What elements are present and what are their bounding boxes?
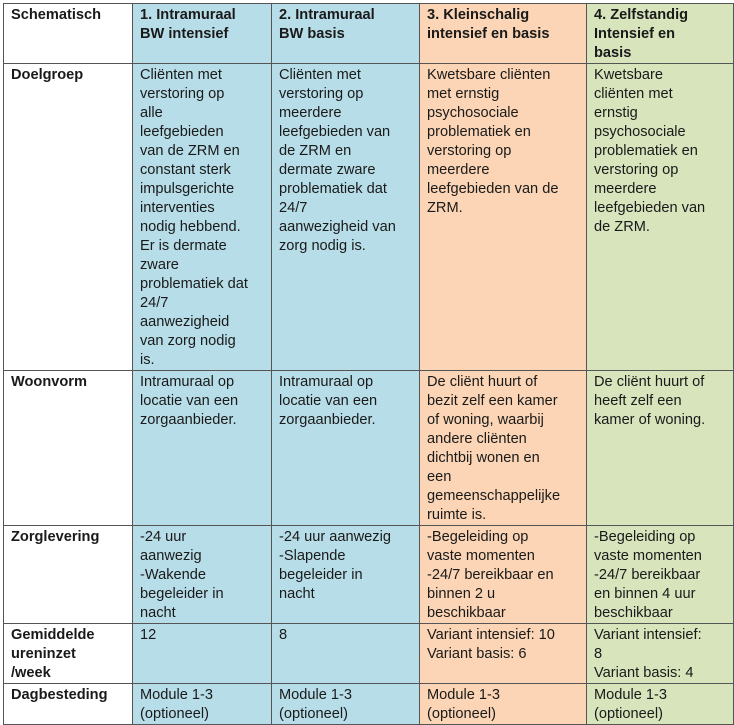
cell-line: 8 [279,627,288,643]
row-label-dagbesteding: Dagbesteding [4,684,133,725]
cell-line: is. [140,352,155,368]
header-col3 [420,4,587,64]
cell-line: ernstig [594,105,638,121]
cell-line: Variant basis: 6 [427,646,527,662]
cell-line: problematiek dat [140,276,248,292]
cell-line: Gemiddelde [11,627,95,643]
cell-doelgroep-col1 [133,64,272,371]
cell-line: (optioneel) [427,706,496,722]
cell-line: Er is dermate [140,238,227,254]
cell-line: -24 uur [140,529,187,545]
cell-line: verstoring op [427,143,512,159]
cell-line: ureninzet [11,646,76,662]
cell-line: of woning, waarbij [427,412,544,428]
cell-line: 12 [140,627,157,643]
row-label-zorglevering: Zorglevering [4,526,133,624]
cell-line: Kwetsbare [594,67,663,83]
cell-line: BW intensief [140,26,229,42]
cell-woonvorm-col4 [587,371,734,526]
cell-line: binnen 2 u [427,586,496,602]
cell-line: 1. Intramuraal [140,7,236,23]
cell-line: en binnen 4 uur [594,586,696,602]
cell-line: gemeenschappelijke [427,488,561,504]
cell-line: de ZRM. [594,219,650,235]
cell-line: Variant intensief: [594,627,702,643]
cell-zorglevering-col4 [587,526,734,624]
cell-line: de ZRM en [279,143,352,159]
cell-line: zorgaanbieder. [140,412,237,428]
cell-zorglevering-col2 [272,526,420,624]
row-label-woonvorm: Woonvorm [4,371,133,526]
cell-line: verstoring op [140,86,225,102]
cell-line: Module 1-3 [427,687,501,703]
cell-line: BW basis [279,26,345,42]
cell-line: basis [594,45,632,61]
header-col1 [133,4,272,64]
cell-line: meerdere [279,105,342,121]
cell-line: begeleider in [279,567,363,583]
header-col4 [587,4,734,64]
cell-line: beschikbaar [427,605,506,621]
cell-zorglevering-col3 [420,526,587,624]
cell-dagbesteding-col1 [133,684,272,725]
row-woonvorm [4,371,734,526]
cell-line: Kwetsbare cliënten [427,67,551,83]
cell-line: -24/7 bereikbaar en [427,567,554,583]
cell-line: met ernstig [427,86,500,102]
cell-line: /week [11,665,51,681]
cell-line: aanwezigheid van [279,219,396,235]
cell-line: Module 1-3 [279,687,353,703]
cell-line: (optioneel) [594,706,663,722]
cell-line: Cliënten met [140,67,222,83]
cell-line: dermate zware [279,162,376,178]
header-corner: Schematisch [4,4,133,64]
cell-line: -Begeleiding op [427,529,529,545]
cell-line: leefgebieden van [594,200,706,216]
cell-zorglevering-col1 [133,526,272,624]
cell-line: Module 1-3 [140,687,214,703]
cell-line: van de ZRM en [140,143,240,159]
cell-line: psychosociale [427,105,519,121]
header-col2 [272,4,420,64]
cell-line: Intensief en [594,26,676,42]
cell-line: constant sterk [140,162,231,178]
cell-line: -24/7 bereikbaar [594,567,701,583]
cell-line: Intramuraal op [279,374,374,390]
row-doelgroep [4,64,734,371]
cell-line: (optioneel) [140,706,209,722]
cell-line: kamer of woning. [594,412,706,428]
cell-line: meerdere [594,181,657,197]
cell-line: De cliënt huurt of [594,374,705,390]
cell-line: begeleider in [140,586,224,602]
cell-line: 4. Zelfstandig [594,7,689,23]
cell-line: -Wakende [140,567,206,583]
cell-line: problematiek en [594,143,698,159]
cell-line: alle [140,105,163,121]
row-label-doelgroep: Doelgroep [4,64,133,371]
cell-line: aanwezigheid [140,314,230,330]
cell-line: andere cliënten [427,431,527,447]
cell-line: een [427,469,452,485]
cell-line: nodig hebbend. [140,219,241,235]
cell-woonvorm-col3 [420,371,587,526]
cell-dagbesteding-col4 [587,684,734,725]
cell-line: zorg nodig is. [279,238,366,254]
cell-line: leefgebieden van [279,124,391,140]
cell-line: ruimte is. [427,507,487,523]
cell-line: leefgebieden van de [427,181,559,197]
cell-line: locatie van een [279,393,378,409]
cell-line: leefgebieden [140,124,224,140]
cell-line: -Begeleiding op [594,529,696,545]
cell-line: vaste momenten [427,548,535,564]
cell-line: cliënten met [594,86,673,102]
cell-line: 2. Intramuraal [279,7,375,23]
cell-line: vaste momenten [594,548,702,564]
cell-uren-col2 [272,624,420,684]
cell-line: intensief en basis [427,26,550,42]
cell-line: Intramuraal op [140,374,235,390]
cell-line: Variant basis: 4 [594,665,694,681]
row-zorglevering [4,526,734,624]
header-row [4,4,734,64]
row-dagbesteding [4,684,734,725]
cell-line: verstoring op [594,162,679,178]
cell-line: nacht [279,586,315,602]
cell-line: dichtbij wonen en [427,450,540,466]
cell-line: problematiek dat [279,181,387,197]
cell-doelgroep-col4 [587,64,734,371]
cell-line: zorgaanbieder. [279,412,376,428]
cell-line: (optioneel) [279,706,348,722]
cell-line: aanwezig [140,548,202,564]
cell-woonvorm-col2 [272,371,420,526]
cell-line: van zorg nodig [140,333,236,349]
cell-line: psychosociale [594,124,686,140]
care-schema-table [3,3,734,725]
cell-line: 8 [594,646,603,662]
cell-woonvorm-col1 [133,371,272,526]
cell-dagbesteding-col3 [420,684,587,725]
cell-dagbesteding-col2 [272,684,420,725]
cell-line: bezit zelf een kamer [427,393,558,409]
row-uren [4,624,734,684]
cell-line: De cliënt huurt of [427,374,538,390]
cell-uren-col3 [420,624,587,684]
cell-line: beschikbaar [594,605,673,621]
cell-doelgroep-col2 [272,64,420,371]
cell-doelgroep-col3 [420,64,587,371]
cell-line: locatie van een [140,393,239,409]
cell-line: 24/7 [140,295,169,311]
cell-line: zware [140,257,179,273]
cell-line: Module 1-3 [594,687,668,703]
cell-line: problematiek en [427,124,531,140]
cell-line: meerdere [427,162,490,178]
cell-line: nacht [140,605,176,621]
cell-uren-col1 [133,624,272,684]
cell-line: Cliënten met [279,67,361,83]
cell-line: interventies [140,200,215,216]
cell-line: 3. Kleinschalig [427,7,530,23]
cell-line: ZRM. [427,200,463,216]
cell-line: 24/7 [279,200,308,216]
cell-uren-col4 [587,624,734,684]
cell-line: Variant intensief: 10 [427,627,555,643]
row-label-uren [4,624,133,684]
cell-line: -24 uur aanwezig [279,529,391,545]
cell-line: impulsgerichte [140,181,235,197]
cell-line: heeft zelf een [594,393,682,409]
cell-line: -Slapende [279,548,346,564]
cell-line: verstoring op [279,86,364,102]
